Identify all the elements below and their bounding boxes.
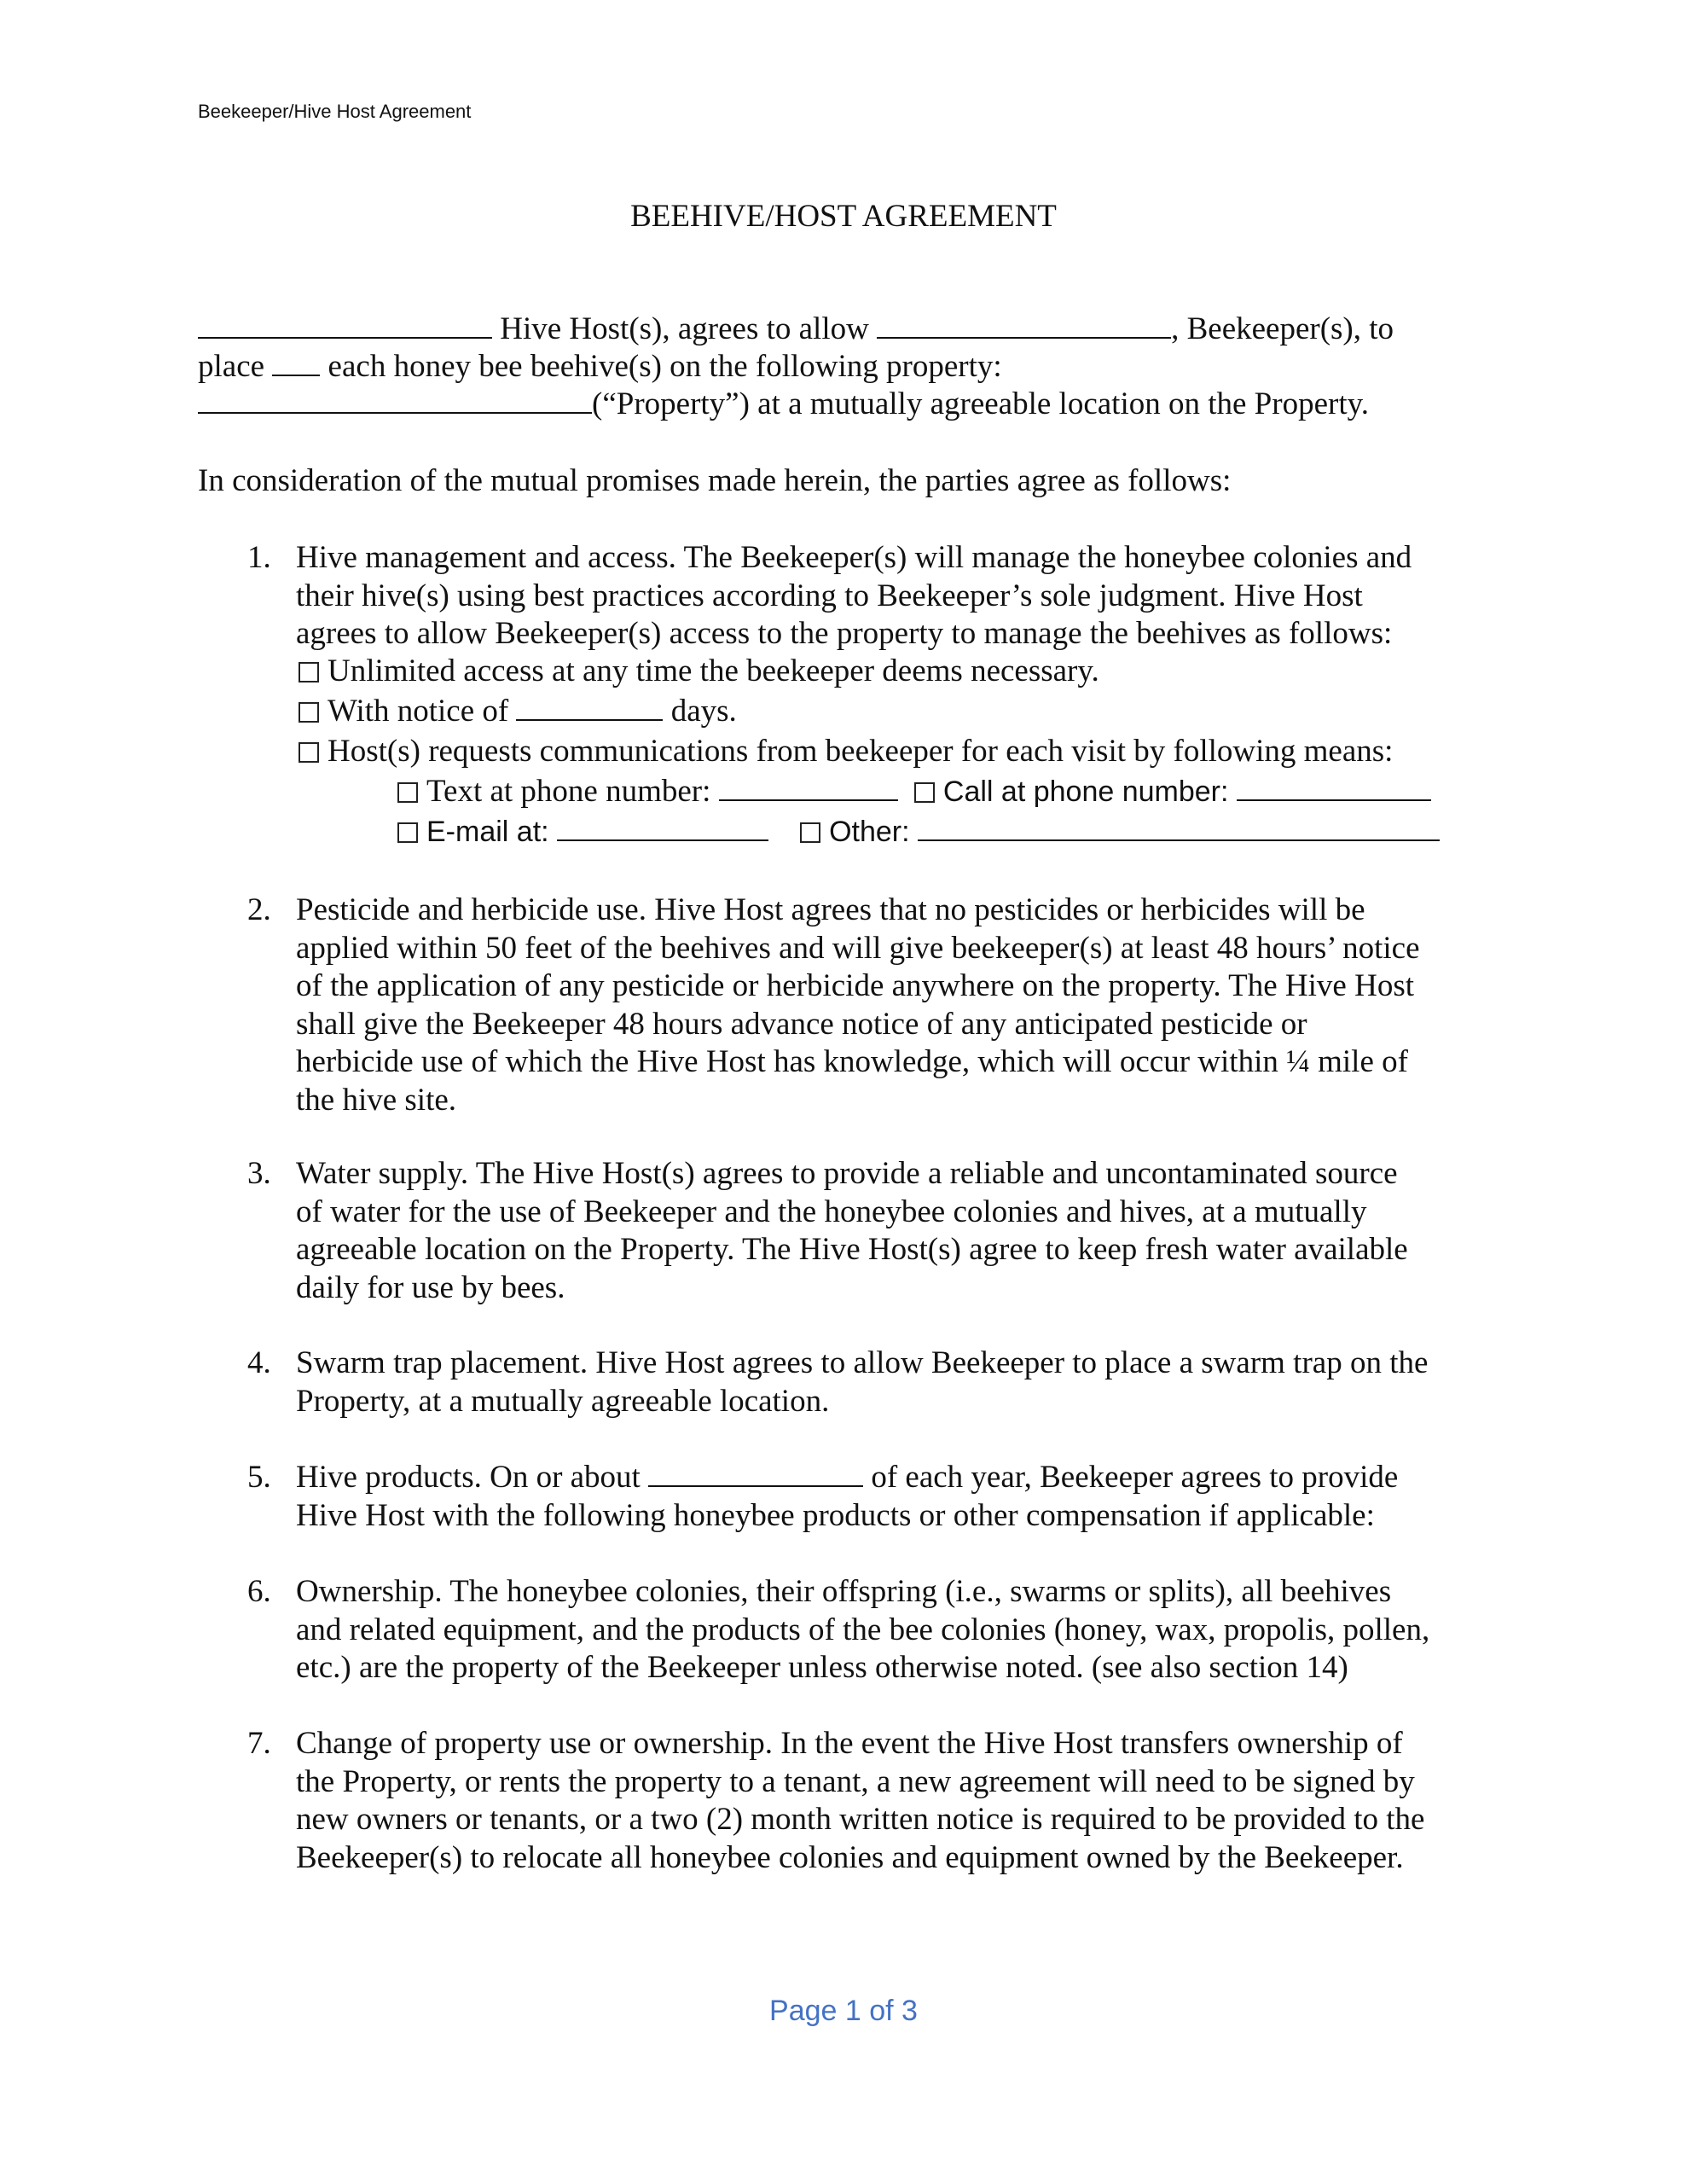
item-line: agreeable location on the Property. The Hive Host(s) agree to keep fresh water available <box>296 1232 1408 1267</box>
item-line: etc.) are the property of the Beekeeper unless otherwise noted. (see also section 14) <box>296 1650 1348 1685</box>
option-label: Call at phone number: <box>942 775 1229 808</box>
option-label: days. <box>670 694 737 729</box>
item-5-text <box>296 1459 1609 1535</box>
item-line: and related equipment, and the products of the bee colonies (honey, wax, propolis, pollen, <box>296 1612 1430 1647</box>
preamble-text: , Beekeeper(s), to <box>1171 311 1394 346</box>
item-number: 5. <box>247 1460 271 1495</box>
item-6-text <box>296 1573 1609 1687</box>
option-label: Unlimited access at any time the beekeeper deems necessary. <box>328 653 1099 688</box>
option-phone-row <box>397 773 1431 810</box>
other-checkbox[interactable] <box>800 822 820 843</box>
item-number: 2. <box>247 892 271 927</box>
email-checkbox[interactable] <box>397 822 418 843</box>
beekeeper-name-blank[interactable] <box>877 311 1171 339</box>
preamble-text: (“Property”) at a mutually agreeable location on the Property. <box>592 386 1369 421</box>
item-2-text <box>296 892 1609 1119</box>
notice-days-blank[interactable] <box>516 694 663 721</box>
text-phone-blank[interactable] <box>719 774 898 801</box>
option-label: Text at phone number: <box>426 774 711 809</box>
other-blank[interactable] <box>918 814 1440 841</box>
item-line: Hive management and access. The Beekeeper(s) will manage the honeybee colonies and <box>296 540 1412 575</box>
preamble-text: each honey bee beehive(s) on the following property: <box>328 349 1002 384</box>
item-line: Hive products. On or about of each year, Beekeeper agrees to provide <box>296 1460 1399 1495</box>
preamble-text: Hive Host(s), agrees to allow <box>500 311 869 346</box>
call-phone-checkbox[interactable] <box>914 782 935 803</box>
item-number: 3. <box>247 1156 271 1191</box>
item-4-text <box>296 1345 1609 1420</box>
item-line: applied within 50 feet of the beehives and will give beekeeper(s) at least 48 hours’ notice <box>296 930 1420 966</box>
item-line: the Property, or rents the property to a tenant, a new agreement will need to be signed by <box>296 1763 1415 1799</box>
option-unlimited-access <box>299 653 1099 690</box>
item-line: Water supply. The Hive Host(s) agrees to provide a reliable and uncontaminated source <box>296 1156 1398 1191</box>
item-3-text <box>296 1155 1609 1307</box>
item-line: of the application of any pesticide or herbicide anywhere on the property. The Hive Host <box>296 968 1415 1003</box>
item-number: 7. <box>247 1726 271 1761</box>
item-line: Change of property use or ownership. In the event the Hive Host transfers ownership of <box>296 1726 1403 1761</box>
item-line: shall give the Beekeeper 48 hours advance notice of any anticipated pesticide or <box>296 1006 1307 1042</box>
host-name-blank[interactable] <box>198 311 492 339</box>
item-number: 4. <box>247 1345 271 1380</box>
hive-count-blank[interactable] <box>272 349 320 376</box>
call-phone-blank[interactable] <box>1237 774 1431 801</box>
item-line: their hive(s) using best practices according to Beekeeper’s sole judgment. Hive Host <box>296 578 1363 613</box>
option-label: E-mail at: <box>426 816 549 848</box>
item-line: herbicide use of which the Hive Host has knowledge, which will occur within ¼ mile of <box>296 1044 1408 1079</box>
item-line: of water for the use of Beekeeper and the honeybee colonies and hives, at a mutually <box>296 1194 1367 1229</box>
preamble-line-2 <box>198 348 1002 386</box>
item-line: Ownership. The honeybee colonies, their offspring (i.e., swarms or splits), all beehives <box>296 1574 1392 1609</box>
running-header: Beekeeper/Hive Host Agreement <box>198 101 472 122</box>
page-number: Page 1 of 3 <box>769 1995 918 2027</box>
item-line: the hive site. <box>296 1082 457 1118</box>
option-label: Host(s) requests communications from beekeeper for each visit by following means: <box>328 734 1394 769</box>
item-line: Property, at a mutually agreeable location. <box>296 1383 830 1419</box>
item-number: 6. <box>247 1574 271 1609</box>
item-line: daily for use by bees. <box>296 1269 565 1305</box>
option-notice <box>299 693 737 730</box>
preamble-line-3 <box>198 386 1369 423</box>
item-number: 1. <box>247 540 271 575</box>
item-line: new owners or tenants, or a two (2) month written notice is required to be provided to the <box>296 1802 1425 1837</box>
option-label: Other: <box>829 816 910 848</box>
option-label: With notice of <box>328 694 509 729</box>
text-phone-checkbox[interactable] <box>397 782 418 803</box>
item-7-text <box>296 1725 1609 1877</box>
communications-checkbox[interactable] <box>299 742 319 763</box>
item-line: Hive Host with the following honeybee products or other compensation if applicable: <box>296 1497 1375 1533</box>
item-line: agrees to allow Beekeeper(s) access to the property to manage the beehives as follows: <box>296 616 1393 651</box>
notice-checkbox[interactable] <box>299 702 319 723</box>
preamble-text: place <box>198 349 265 384</box>
document-title: BEEHIVE/HOST AGREEMENT <box>630 199 1057 234</box>
item-line: Pesticide and herbicide use. Hive Host agrees that no pesticides or herbicides will be <box>296 892 1365 927</box>
consideration-paragraph: In consideration of the mutual promises made herein, the parties agree as follows: <box>198 463 1232 498</box>
item-1-text <box>296 539 1609 653</box>
option-communications <box>299 733 1393 770</box>
item-line: Beekeeper(s) to relocate all honeybee colonies and equipment owned by the Beekeeper. <box>296 1839 1404 1875</box>
email-blank[interactable] <box>557 814 768 841</box>
item-line: Swarm trap placement. Hive Host agrees to allow Beekeeper to place a swarm trap on the <box>296 1345 1429 1380</box>
property-address-blank[interactable] <box>198 386 592 414</box>
option-email-row <box>397 813 1440 851</box>
unlimited-access-checkbox[interactable] <box>299 662 319 682</box>
preamble-line-1 <box>198 311 1394 348</box>
products-date-blank[interactable] <box>648 1461 863 1487</box>
